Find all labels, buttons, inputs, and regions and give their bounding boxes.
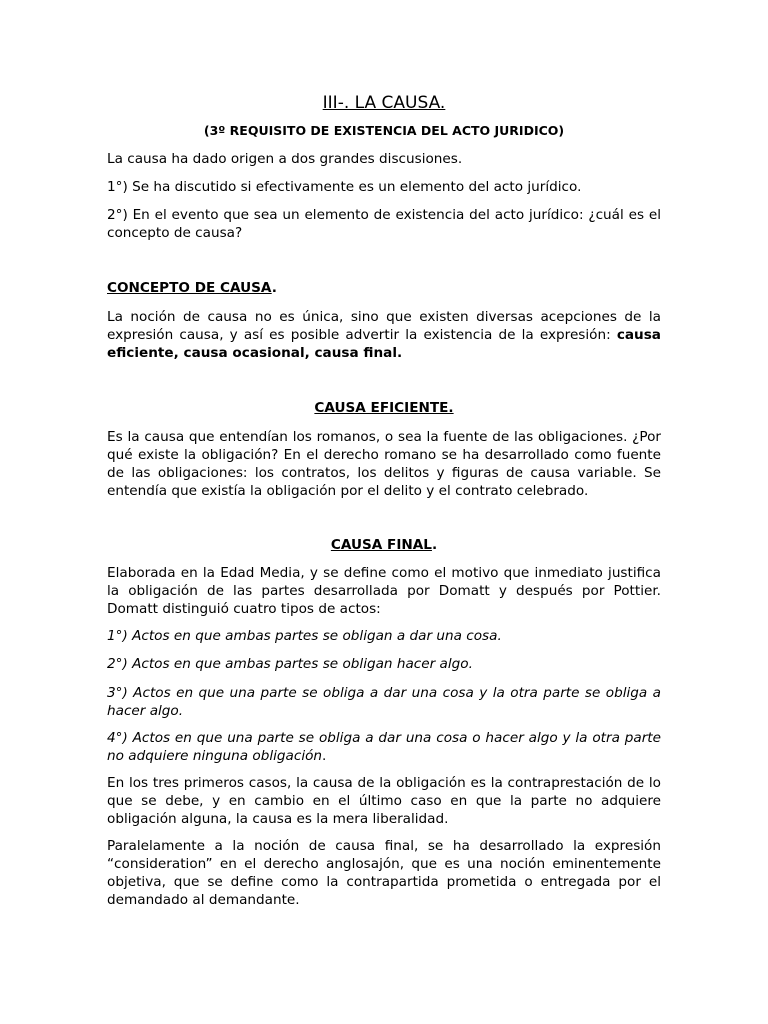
concepto-heading-text: CONCEPTO DE CAUSA — [107, 280, 272, 296]
intro-paragraph-1: La causa ha dado origen a dos grandes discusiones. — [107, 151, 463, 167]
list-item: 3°) Actos en que una parte se obliga a dar una cosa y la otra parte se obliga a hacer algo. — [107, 685, 661, 719]
final-heading — [107, 536, 661, 554]
final-heading-text: CAUSA FINAL — [330, 537, 432, 553]
list-item — [107, 729, 661, 765]
list-item-suffix: . — [322, 748, 327, 764]
page-subtitle: (3º REQUISITO DE EXISTENCIA DEL ACTO JURIDICO) — [203, 123, 565, 138]
concepto-heading — [107, 279, 661, 297]
list-item-text: 4°) Actos en que una parte se obliga a dar una cosa o hacer algo y la otra parte no adquiere ninguna obligación — [107, 730, 661, 764]
casos-paragraph: En los tres primeros casos, la causa de la obligación es la contraprestación de lo que se debe, y en cambio en el último caso en que la parte no adquiere obligación alguna, la causa es la mera liberalidad. — [107, 775, 661, 827]
final-paragraph: Elaborada en la Edad Media, y se define como el motivo que inmediato justifica la obligación de las partes desarrollada por Domatt y después por Pottier. Domatt distinguió cuatro tipos de actos: — [107, 565, 661, 617]
eficiente-heading: CAUSA EFICIENTE. — [314, 400, 454, 416]
intro-paragraph-3: 2°) En el evento que sea un elemento de existencia del acto jurídico: ¿cuál es el concepto de causa? — [107, 207, 661, 241]
concepto-text-bold: causa eficiente, causa ocasional, causa final. — [107, 327, 661, 361]
concepto-paragraph — [107, 308, 661, 362]
list-item: 1°) Actos en que ambas partes se obligan a dar una cosa. — [107, 628, 502, 644]
final-heading-suffix: . — [431, 537, 438, 553]
concepto-text: La noción de causa no es única, sino que existen diversas acepciones de la expresión causa, y así es posible advertir la existencia de la expresión: — [107, 309, 661, 343]
consideration-paragraph: Paralelamente a la noción de causa final, se ha desarrollado la expresión “consideration” en el derecho anglosajón, que es una noción eminentemente objetiva, que se define como la contrapartida prometida o entregada por el demandado al demandante. — [107, 838, 661, 908]
page-title: III-. LA CAUSA. — [322, 93, 446, 113]
concepto-heading-suffix: . — [271, 280, 277, 296]
eficiente-paragraph: Es la causa que entendían los romanos, o sea la fuente de las obligaciones. ¿Por qué existe la obligación? En el derecho romano se ha desarrollado como fuente de las obligaciones: los contratos, los delitos y figuras de causa variable. Se entendía que existía la obligación por el delito y el contrato celebrado. — [107, 429, 661, 499]
intro-paragraph-2: 1°) Se ha discutido si efectivamente es un elemento del acto jurídico. — [107, 179, 582, 195]
list-item: 2°) Actos en que ambas partes se obligan hacer algo. — [107, 656, 473, 672]
